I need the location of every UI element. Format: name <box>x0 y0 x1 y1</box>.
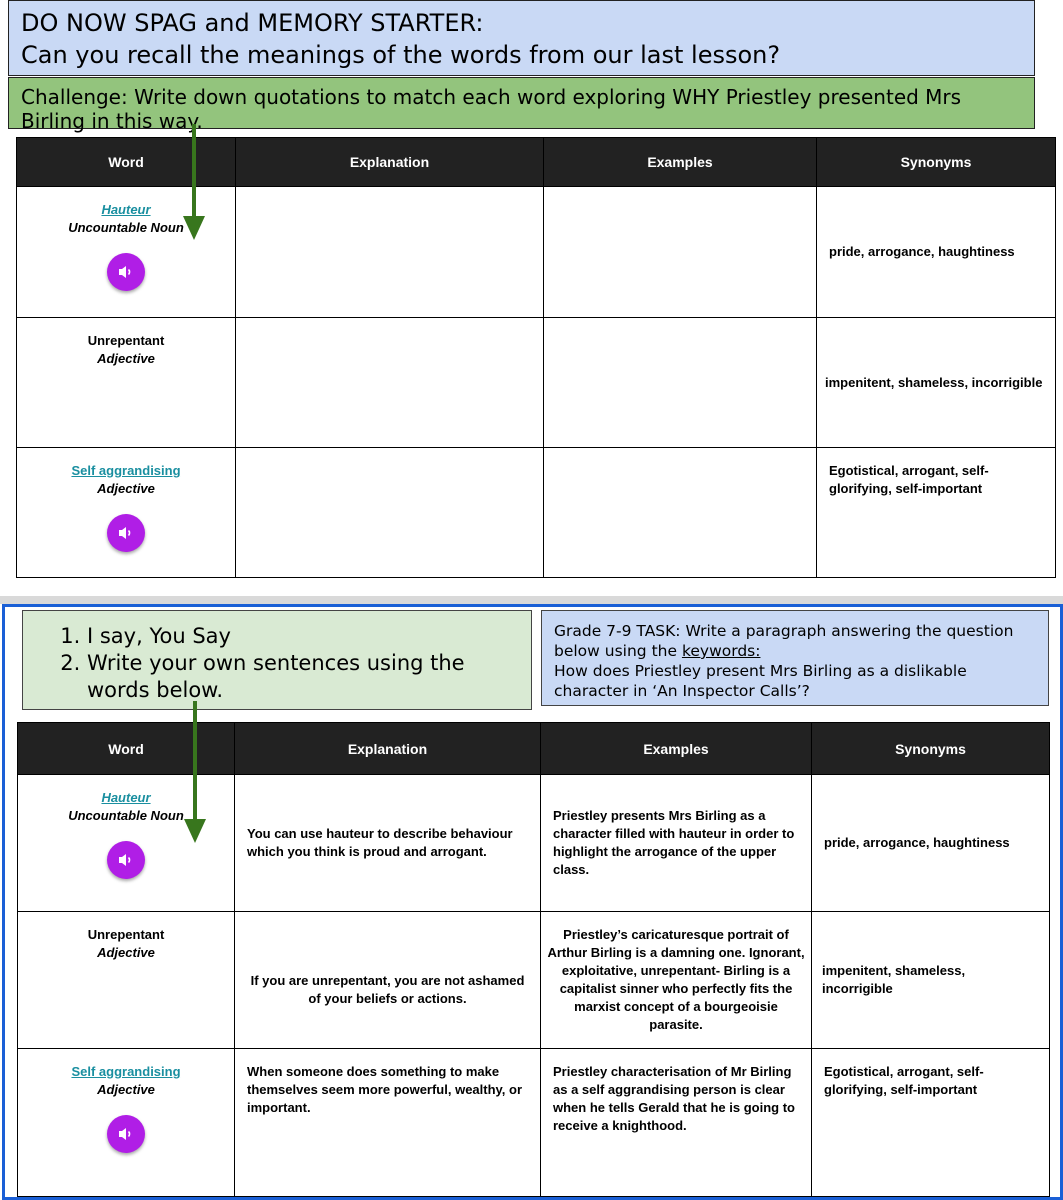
grade-task-question: How does Priestley present Mrs Birling as a dislikable character in ‘An Inspector Calls’? <box>554 662 967 700</box>
word-link-self-aggrandising[interactable]: Self aggrandising <box>71 1064 181 1079</box>
example-cell: Priestley presents Mrs Birling as a character filled with hauteur in order to highlight the arrogance of the upper class. <box>541 775 812 912</box>
explanation-cell: When someone does something to make themselves seem more powerful, wealthy, or important. <box>235 1049 541 1197</box>
word-cell <box>17 448 236 578</box>
example-cell <box>544 187 817 318</box>
speaker-icon[interactable] <box>107 253 145 291</box>
synonyms-cell: pride, arrogance, haughtiness <box>812 775 1050 912</box>
starter-title-line2: Can you recall the meanings of the words from our last lesson? <box>21 41 781 69</box>
synonyms-cell: Egotistical, arrogant, self-glorifying, self-important <box>812 1049 1050 1197</box>
slide-memory-starter <box>0 0 1063 596</box>
header-explanation: Explanation <box>235 723 541 775</box>
down-arrow <box>180 124 208 244</box>
part-of-speech: Uncountable Noun <box>68 808 184 823</box>
part-of-speech: Adjective <box>97 351 155 366</box>
explanation-cell: If you are unrepentant, you are not ashamed of your beliefs or actions. <box>235 912 541 1049</box>
list-item: 2. Write your own sentences using the words below. <box>87 650 531 704</box>
word-link-self-aggrandising[interactable]: Self aggrandising <box>71 463 181 478</box>
starter-title-line1: DO NOW SPAG and MEMORY STARTER: <box>21 9 484 37</box>
synonyms-cell: Egotistical, arrogant, self-glorifying, self-important <box>817 448 1056 578</box>
header-synonyms: Synonyms <box>817 138 1056 187</box>
word-link-hauteur[interactable]: Hauteur <box>101 202 151 217</box>
grade-task-prefix: Grade 7-9 TASK: Write a paragraph answering the question below using the <box>554 622 1014 660</box>
word-link-hauteur[interactable]: Hauteur <box>101 790 151 805</box>
example-cell <box>544 448 817 578</box>
example-cell: Priestley characterisation of Mr Birling as a self aggrandising person is clear when he tells Gerald that he is going to receive a knighthood. <box>541 1049 812 1197</box>
part-of-speech: Uncountable Noun <box>68 220 184 235</box>
table-row <box>18 912 1050 1049</box>
header-examples: Examples <box>544 138 817 187</box>
synonyms-cell: pride, arrogance, haughtiness <box>817 187 1056 318</box>
synonyms-cell: impenitent, shameless, incorrigible <box>817 318 1056 448</box>
explanation-cell <box>236 448 544 578</box>
header-synonyms: Synonyms <box>812 723 1050 775</box>
table-row <box>18 1049 1050 1197</box>
example-cell: Priestley’s caricaturesque portrait of Arthur Birling is a damning one. Ignorant, exploitative, unrepentant- Birling is a capitalist sinner who perfectly fits the marxist concept of a bourgeoisie parasite. <box>541 912 812 1049</box>
grade-task-keyword: keywords: <box>681 642 761 660</box>
speaker-icon[interactable] <box>107 841 145 879</box>
vocab-table-complete <box>17 722 1050 1197</box>
vocab-table-blank <box>16 137 1056 578</box>
explanation-cell <box>236 318 544 448</box>
table-row <box>17 448 1056 578</box>
word-unrepentant: Unrepentant <box>87 333 165 348</box>
header-explanation: Explanation <box>236 138 544 187</box>
table-row <box>17 187 1056 318</box>
starter-title-box <box>8 0 1035 76</box>
table-row <box>18 775 1050 912</box>
speaker-icon[interactable] <box>107 514 145 552</box>
slide-separator <box>0 596 1063 604</box>
word-cell <box>17 318 236 448</box>
explanation-cell: You can use hauteur to describe behaviour which you think is proud and arrogant. <box>235 775 541 912</box>
word-cell <box>18 1049 235 1197</box>
header-examples: Examples <box>541 723 812 775</box>
grade-task-box <box>541 610 1049 706</box>
header-word: Word <box>18 723 235 775</box>
word-unrepentant: Unrepentant <box>87 927 165 942</box>
part-of-speech: Adjective <box>97 481 155 496</box>
slide-i-say-you-say <box>2 604 1063 1200</box>
part-of-speech: Adjective <box>97 1082 155 1097</box>
synonyms-cell: impenitent, shameless, incorrigible <box>812 912 1050 1049</box>
say-you-say-box <box>22 610 532 710</box>
word-cell <box>18 912 235 1049</box>
example-cell <box>544 318 817 448</box>
part-of-speech: Adjective <box>97 945 155 960</box>
explanation-cell <box>236 187 544 318</box>
challenge-box: Challenge: Write down quotations to match each word exploring WHY Priestley presented Mrs Birling in this way. <box>8 77 1035 129</box>
header-word: Word <box>17 138 236 187</box>
table-row <box>17 318 1056 448</box>
speaker-icon[interactable] <box>107 1115 145 1153</box>
down-arrow <box>181 701 209 849</box>
list-item: 1. I say, You Say <box>87 623 531 650</box>
